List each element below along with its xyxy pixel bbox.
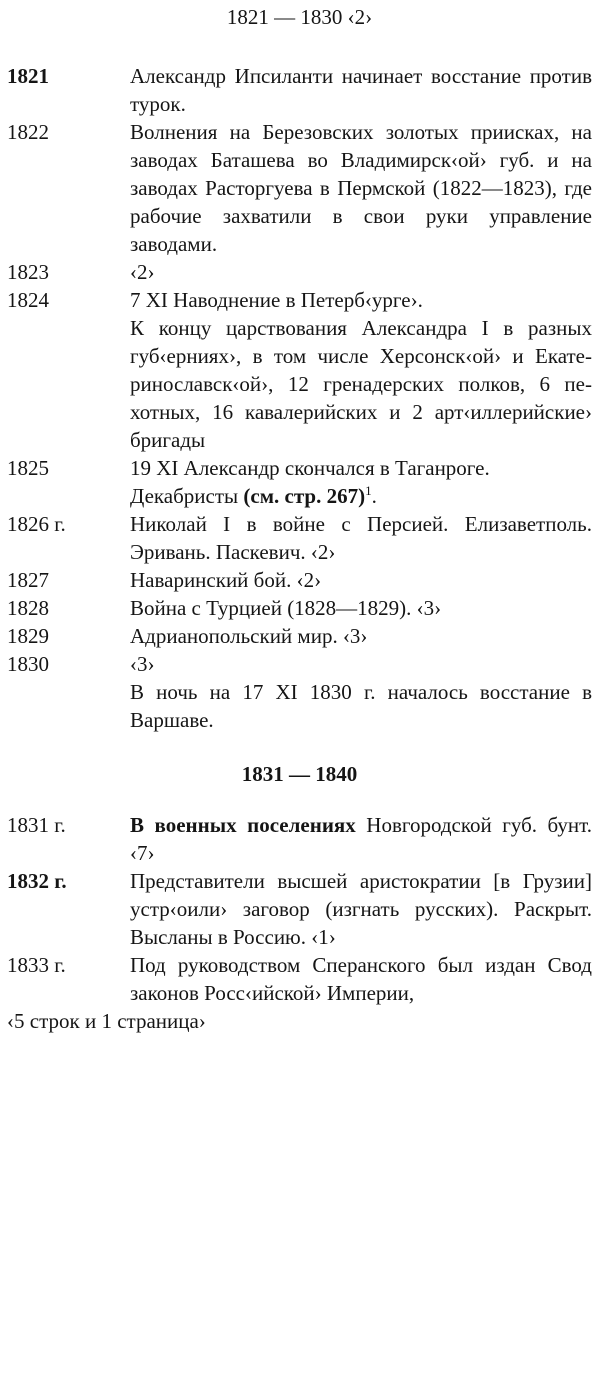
entry-paragraph (130, 510, 592, 566)
text-run: К концу царствования Александра I в разных губ‹ерниях›, в том числе Херсонск‹ой› и Екатеринославск‹ой›, 12 гренадерских полков, 6 пехотных, 16 кавалерийских и 2 арт‹иллерийские› бригады (130, 316, 592, 452)
timeline-entry (7, 622, 592, 650)
entry-paragraph (130, 314, 592, 454)
entry-paragraph (130, 594, 592, 622)
timeline-content (7, 3, 592, 1007)
timeline-entry (7, 650, 592, 734)
text-run: В ночь на 17 XI 1830 г. началось восстание в Варшаве. (130, 680, 592, 732)
entry-year: 1830 (7, 652, 49, 676)
entry-body (130, 622, 592, 650)
text-run: Представители высшей аристократии [в Грузии] устр‹оили› заговор (изгнать русских). Раскрыт. Высланы в Россию. ‹1› (130, 869, 592, 949)
timeline-entry (7, 811, 592, 867)
entry-paragraph (130, 286, 592, 314)
text-run: ‹3› (130, 652, 155, 676)
entry-paragraph (130, 62, 592, 118)
timeline-entry (7, 286, 592, 454)
timeline-entry (7, 566, 592, 594)
entry-year: 1825 (7, 456, 49, 480)
timeline-section (7, 760, 592, 1007)
text-run: ‹2› (130, 260, 155, 284)
entry-year: 1827 (7, 568, 49, 592)
entry-body (130, 566, 592, 594)
timeline-entry (7, 951, 592, 1007)
entry-paragraph (130, 454, 592, 482)
entry-body (130, 454, 592, 510)
entry-year: 1821 (7, 64, 49, 88)
bold-text-run: В военных поселениях (130, 813, 356, 837)
text-run: Александр Ипсиланти начинает восстание против турок. (130, 64, 592, 116)
entry-year: 1829 (7, 624, 49, 648)
text-run: Адрианопольский мир. ‹3› (130, 624, 368, 648)
timeline-entry (7, 594, 592, 622)
section-heading: 1821 — 1830 ‹2› (226, 5, 373, 29)
entry-year: 1823 (7, 260, 49, 284)
entry-body (130, 594, 592, 622)
entry-paragraph (130, 258, 592, 286)
entry-body (130, 118, 592, 258)
entry-body (130, 650, 592, 734)
timeline-entry (7, 454, 592, 510)
text-run: . (371, 484, 377, 508)
text-run: 7 XI Наводнение в Петерб‹урге›. (130, 288, 423, 312)
entry-year: 1826 г. (7, 512, 66, 536)
entry-body (130, 286, 592, 454)
text-run: Под руководством Сперанского был издан Свод законов Росс‹ийской› Империи, (130, 953, 592, 1005)
entry-body (130, 811, 592, 867)
entry-year: 1828 (7, 596, 49, 620)
text-run: Николай I в войне с Персией. Елизаветполь. Эривань. Паскевич. ‹2› (130, 512, 592, 564)
entry-body (130, 867, 592, 951)
timeline-entry (7, 510, 592, 566)
entry-paragraph (130, 650, 592, 678)
entry-paragraph (130, 951, 592, 1007)
footnote-marker: 1 (365, 483, 372, 498)
timeline-entry (7, 258, 592, 286)
text-run: Война с Турцией (1828—1829). ‹3› (130, 596, 442, 620)
entry-year: 1832 г. (7, 869, 67, 893)
entry-year: 1833 г. (7, 953, 66, 977)
timeline-entry (7, 62, 592, 118)
entry-paragraph (130, 678, 592, 734)
entry-year: 1824 (7, 288, 49, 312)
entry-year: 1822 (7, 120, 49, 144)
bold-text-run: (см. стр. 267) (243, 484, 366, 508)
timeline-entry (7, 867, 592, 951)
editorial-note: ‹5 строк и 1 страница› (7, 1009, 206, 1033)
text-run: Новгородской губ. бунт. ‹7› (130, 813, 592, 865)
entry-paragraph (130, 566, 592, 594)
entry-body (130, 510, 592, 566)
entry-year: 1831 г. (7, 813, 66, 837)
entry-body (130, 258, 592, 286)
text-run: Наваринский бой. ‹2› (130, 568, 322, 592)
text-run: 19 XI Александр скончался в Таганроге. (130, 456, 490, 480)
entry-body (130, 62, 592, 118)
text-run: Волнения на Березовских золотых приисках, на заводах Баташева во Владимирск‹ой› губ. и на заводах Расторгуева в Пермской (1822—1823), где рабочие захватили в свои руки управление заводами. (130, 120, 592, 256)
timeline-section (7, 3, 592, 734)
entry-paragraph (130, 622, 592, 650)
timeline-entry (7, 118, 592, 258)
entry-paragraph (130, 811, 592, 867)
section-heading: 1831 — 1840 (241, 762, 358, 786)
entry-paragraph (130, 867, 592, 951)
entry-paragraph (130, 118, 592, 258)
entry-body (130, 951, 592, 1007)
text-run: Декабристы (130, 484, 244, 508)
entry-paragraph (130, 482, 592, 510)
